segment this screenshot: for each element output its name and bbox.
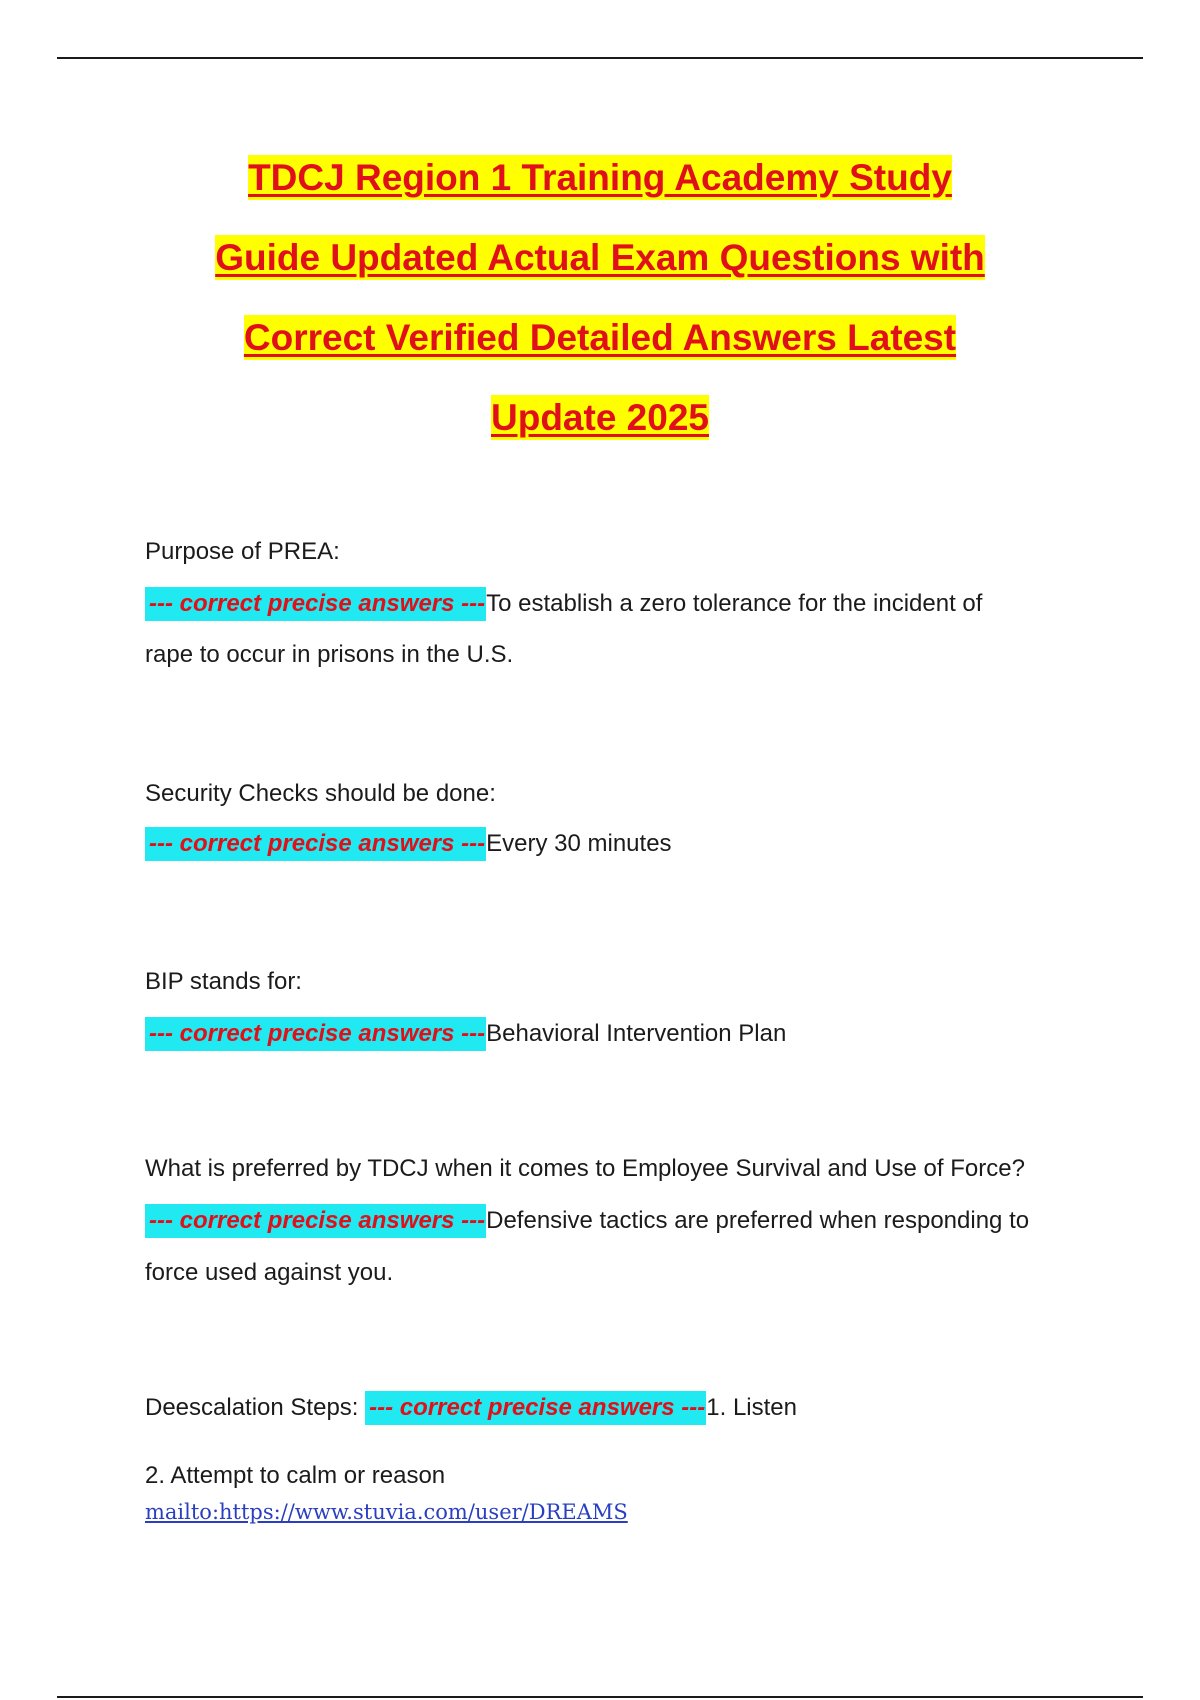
answer-text: Behavioral Intervention Plan bbox=[486, 1020, 787, 1047]
footer-link-row bbox=[145, 1498, 628, 1526]
answer-tag: --- correct precise answers --- bbox=[365, 1391, 706, 1425]
bottom-rule bbox=[57, 1696, 1143, 1698]
footer-link[interactable]: mailto:https://www.stuvia.com/user/DREAMS bbox=[145, 1500, 628, 1524]
answer-1-line-1 bbox=[145, 590, 982, 618]
title-line-1: TDCJ Region 1 Training Academy Study bbox=[248, 157, 952, 198]
title-line-4: Update 2025 bbox=[491, 397, 709, 438]
answer-1-line-2: rape to occur in prisons in the U.S. bbox=[145, 641, 514, 668]
answer-2-line-1 bbox=[145, 830, 672, 858]
answer-text: Defensive tactics are preferred when responding to bbox=[486, 1207, 1030, 1234]
question-5: Deescalation Steps: bbox=[145, 1394, 359, 1421]
answer-4-line-2: force used against you. bbox=[145, 1259, 394, 1286]
question-3: BIP stands for: bbox=[145, 968, 302, 995]
answer-text: Every 30 minutes bbox=[486, 830, 672, 857]
answer-tag: --- correct precise answers --- bbox=[145, 1204, 486, 1238]
document-title bbox=[100, 138, 1100, 458]
answer-4-line-1 bbox=[145, 1207, 1029, 1235]
answer-tag: --- correct precise answers --- bbox=[145, 827, 486, 861]
answer-5-line-2: 2. Attempt to calm or reason bbox=[145, 1462, 446, 1489]
answer-tag: --- correct precise answers --- bbox=[145, 1017, 486, 1051]
top-rule bbox=[57, 57, 1143, 59]
answer-text: To establish a zero tolerance for the incident of bbox=[486, 590, 983, 617]
answer-text: 1. Listen bbox=[706, 1394, 797, 1421]
title-line-2: Guide Updated Actual Exam Questions with bbox=[215, 237, 985, 278]
question-1: Purpose of PREA: bbox=[145, 538, 340, 565]
answer-tag: --- correct precise answers --- bbox=[145, 587, 486, 621]
title-line-3: Correct Verified Detailed Answers Latest bbox=[243, 317, 957, 358]
answer-3-line-1 bbox=[145, 1020, 786, 1048]
question-5-row bbox=[145, 1394, 797, 1422]
question-2: Security Checks should be done: bbox=[145, 780, 496, 807]
question-4: What is preferred by TDCJ when it comes to Employee Survival and Use of Force? bbox=[145, 1155, 1025, 1182]
